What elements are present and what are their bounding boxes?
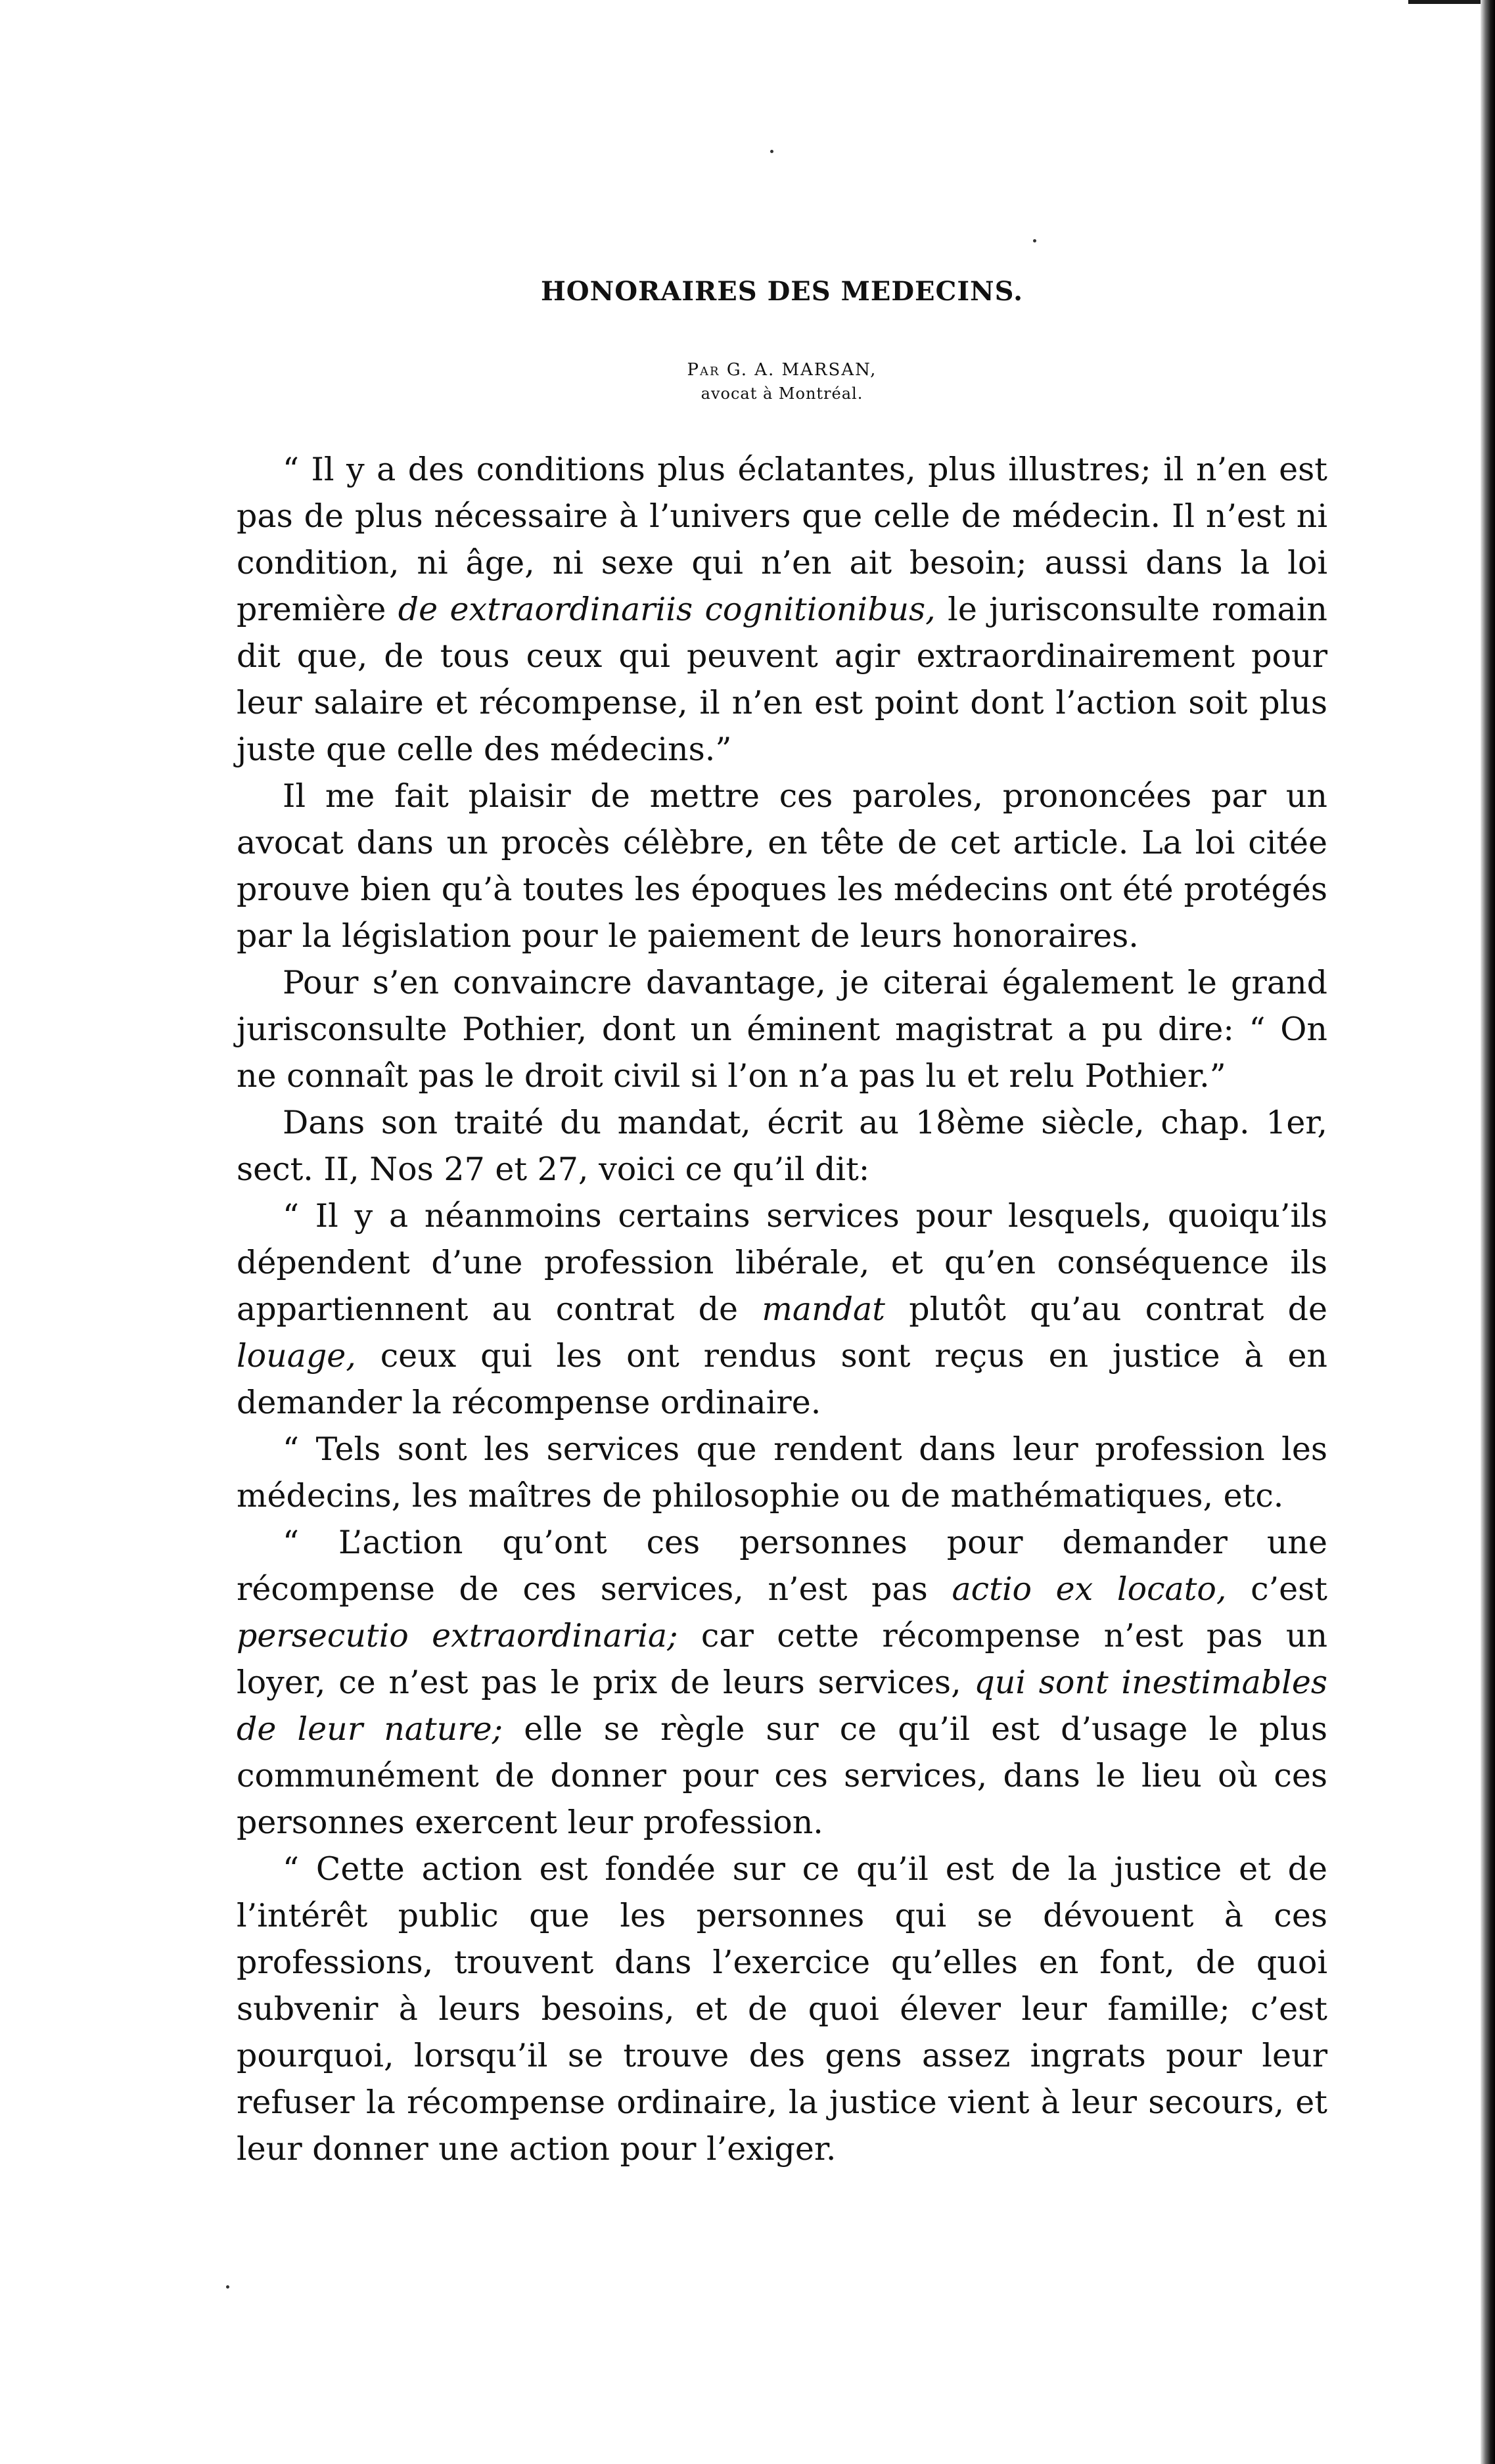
page-content [237,276,1327,2172]
italic-text: qui sont inestimables de leur nature; [237,1664,1327,1748]
author-line: Par G. A. MARSAN, [687,360,877,380]
paper-speck [770,150,773,153]
text-run: ceux qui les ont rendus sont reçus en justice à en demander la récompense ordinaire. [237,1337,1327,1421]
italic-text: actio ex locato, [952,1570,1227,1608]
text-run: c’est [1226,1570,1327,1608]
page-binding-edge [1481,0,1495,2464]
paragraph [237,1099,1327,1193]
article-title: HONORAIRES DES MEDECINS. [541,276,1023,307]
paragraph [237,1426,1327,1519]
text-run: le jurisconsulte romain dit que, de tous ceux qui peuvent agir extraordinairement pour leur salaire et récompense, il n’en est point dont l’action soit plus juste que celle des médecins.” [237,591,1327,768]
byline [237,358,1327,405]
text-run: elle se règle sur ce qu’il est d’usage le plus communément de donner pour ces services, dans le lieu où ces personnes exercent leur profession. [237,1710,1327,1841]
paragraph [237,1846,1327,2172]
text-run: “ Tels sont les services que rendent dans leur profession les médecins, les maîtres de philosophie ou de mathématiques, etc. [237,1430,1327,1515]
italic-text: persecutio extraordinaria; [237,1617,678,1654]
paragraph [237,1193,1327,1426]
paragraph [237,446,1327,773]
text-run: plutôt qu’au contrat de [885,1290,1327,1328]
paper-speck [1033,239,1036,242]
text-run: car cette récompense n’est pas un loyer, ce n’est pas le prix de leurs services, [237,1617,1327,1701]
italic-text: de extraordinariis cognitionibus, [398,591,936,628]
text-run: “ L’action qu’ont ces personnes pour demander une récompense de ces services, n’est pas [237,1524,1327,1608]
text-run: Pour s’en convaincre davantage, je citerai également le grand jurisconsulte Pothier, dont un éminent magistrat a pu dire: “ On ne connaît pas le droit civil si l’on n’a pas lu et relu Pothier.” [237,964,1327,1095]
paper-speck [226,2285,229,2289]
text-run: Dans son traité du mandat, écrit au 18ème siècle, chap. 1er, sect. II, Nos 27 et 27, voici ce qu’il dit: [237,1104,1327,1188]
page-corner-mark [1408,0,1481,24]
paragraph [237,959,1327,1099]
article-body [237,446,1327,2172]
italic-text: louage, [237,1337,356,1375]
paragraph [237,1519,1327,1846]
italic-text: mandat [762,1290,885,1328]
paragraph [237,773,1327,959]
text-run: Il me fait plaisir de mettre ces paroles, prononcées par un avocat dans un procès célèbre, en tête de cet article. La loi citée prouve bien qu’à toutes les époques les médecins ont été protégés par la législation pour le paiement de leurs honoraires. [237,777,1327,955]
author-affiliation: avocat à Montréal. [701,384,863,403]
text-run: “ Cette action est fondée sur ce qu’il est de la justice et de l’intérêt public que les personnes qui se dévouent à ces professions, trouvent dans l’exercice qu’elles en font, de quoi subvenir à leurs besoins, et de quoi élever leur famille; c’est pourquoi, lorsqu’il se trouve des gens assez ingrats pour leur refuser la récompense ordinaire, la justice vient à leur secours, et leur donner une action pour l’exiger. [237,1850,1327,2168]
text-run: “ Il y a néanmoins certains services pour lesquels, quoiqu’ils dépendent d’une profession libérale, et qu’en conséquence ils appartiennent au contrat de [237,1197,1327,1328]
text-run: “ Il y a des conditions plus éclatantes, plus illustres; il n’en est pas de plus nécessaire à l’univers que celle de médecin. Il n’est ni condition, ni âge, ni sexe qui n’en ait besoin; aussi dans la loi première [237,451,1327,628]
